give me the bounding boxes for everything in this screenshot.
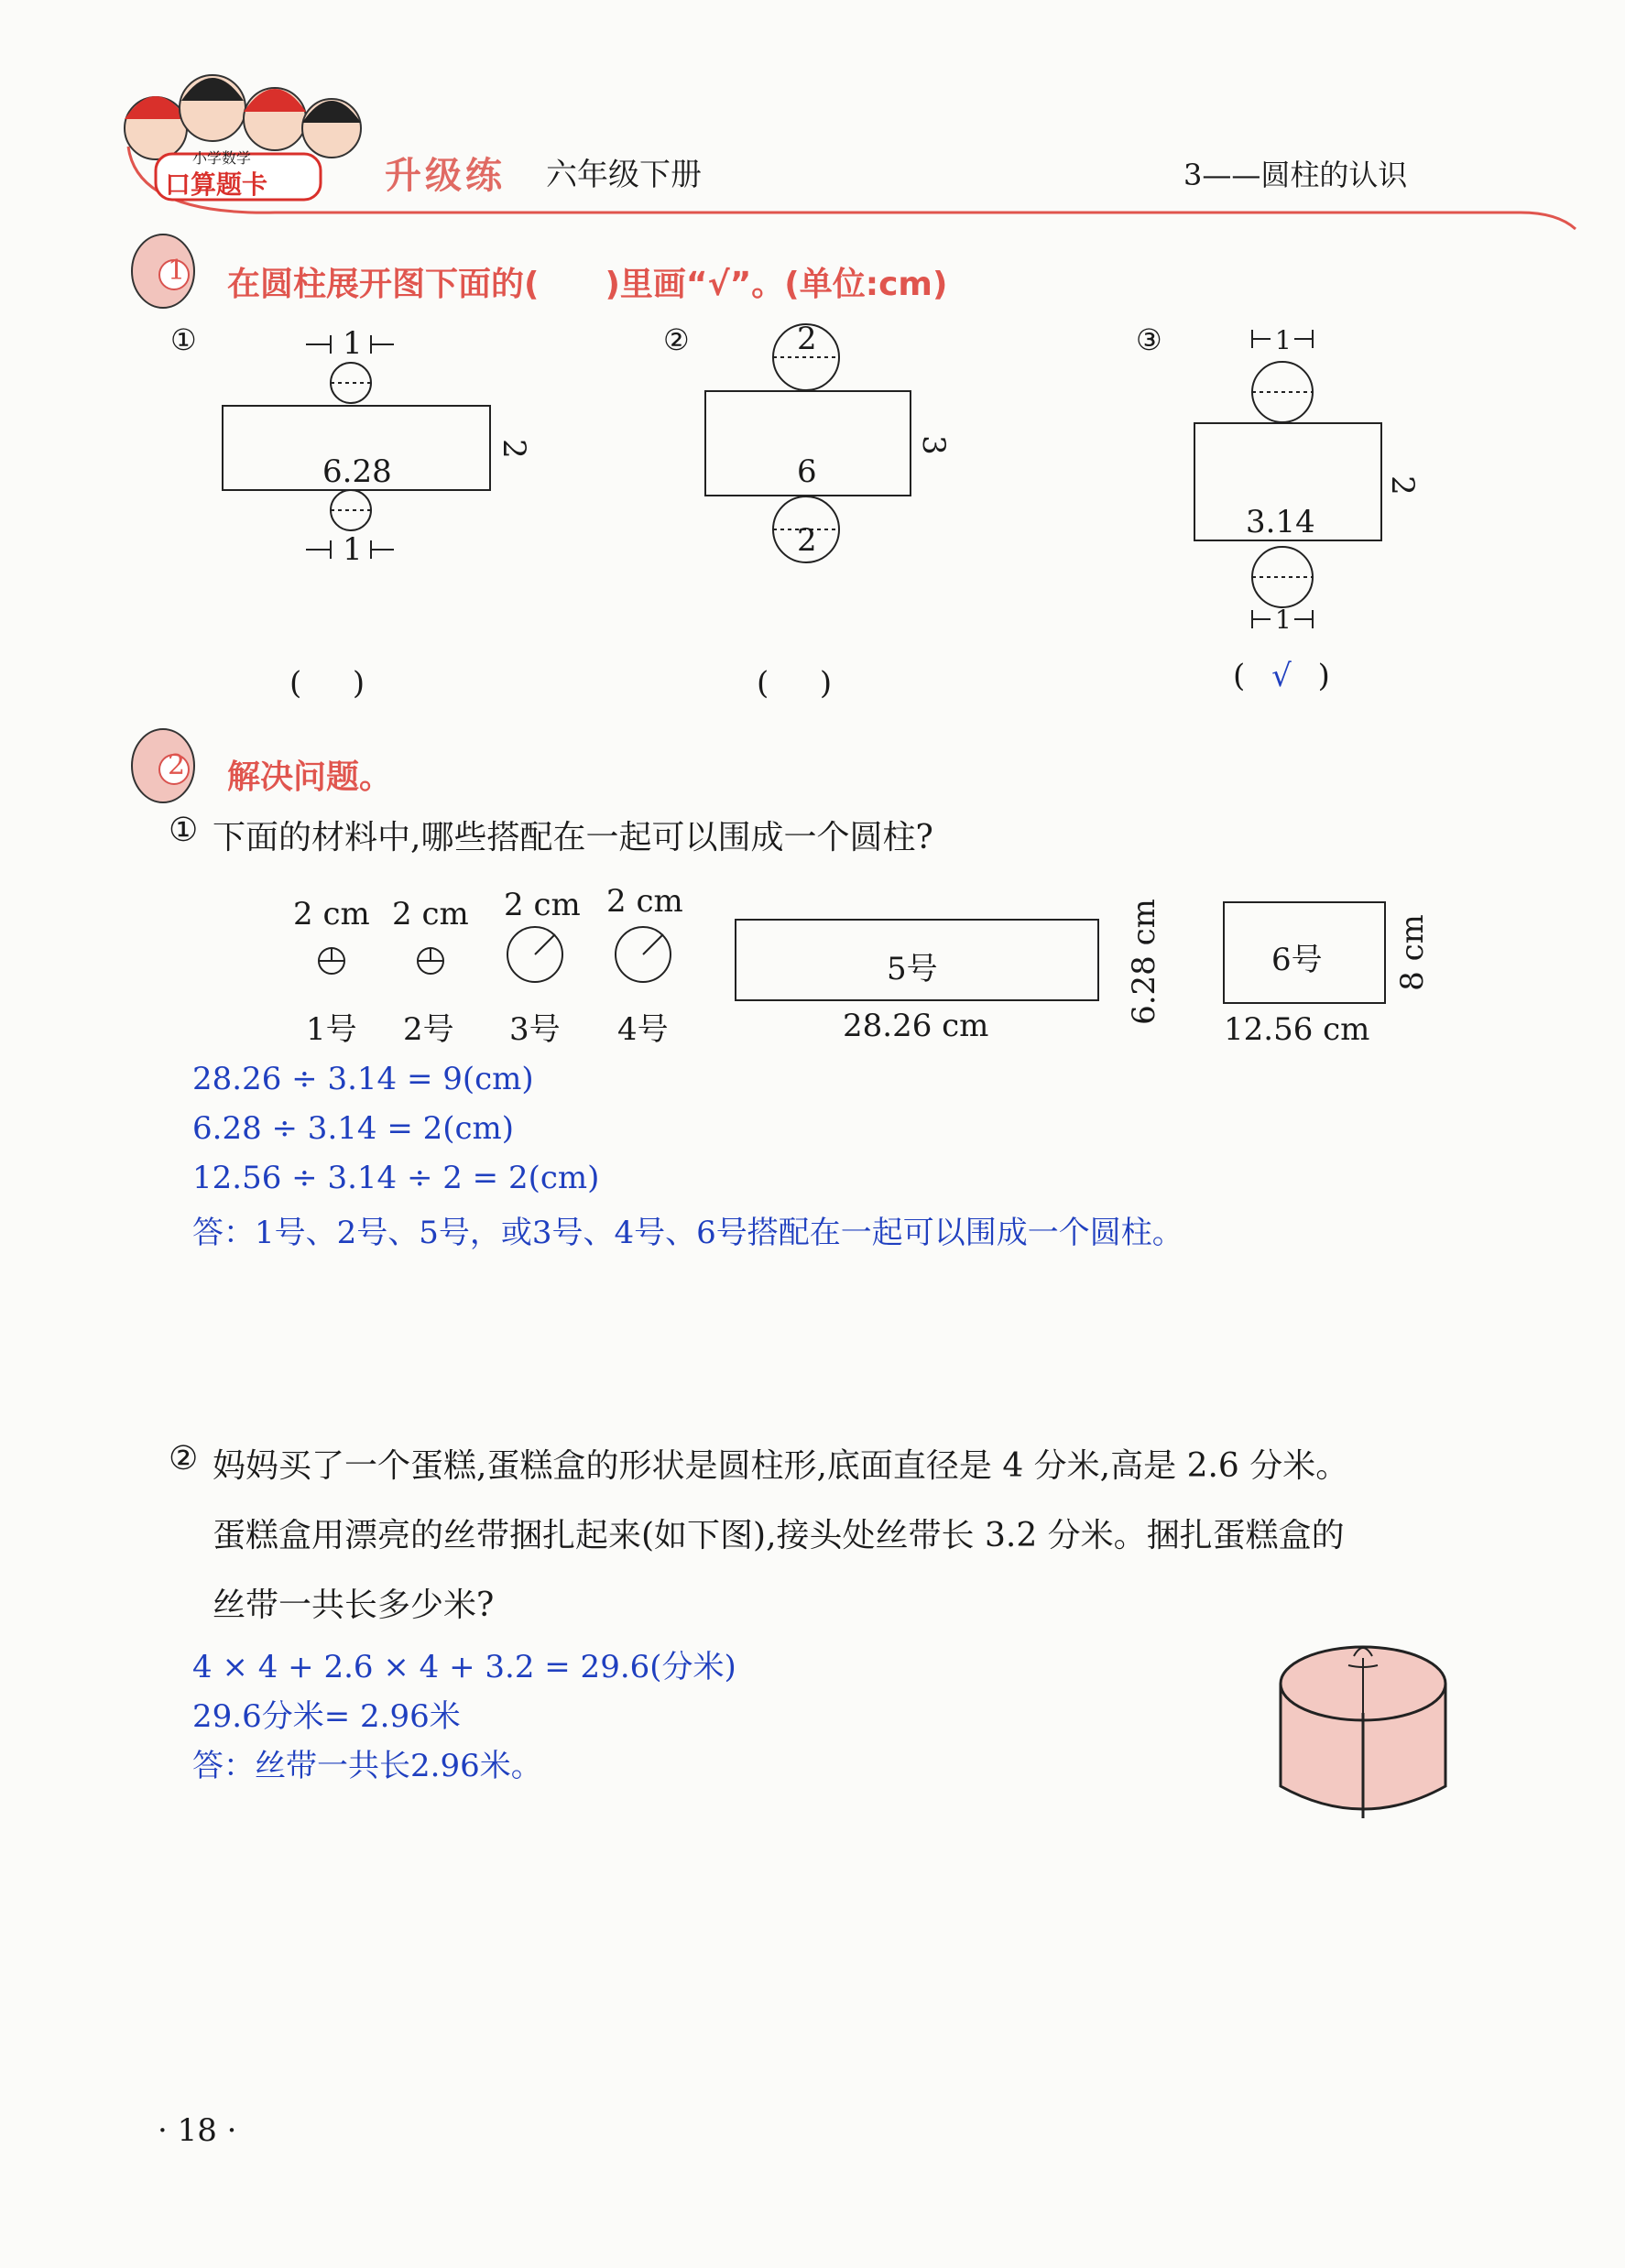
sub2-answer-statement: 答：丝带一共长2.96米。 bbox=[192, 1748, 542, 1784]
figure-3-length: 3.14 bbox=[1246, 504, 1315, 540]
sub2-label: ② bbox=[169, 1440, 199, 1477]
figure-3-answer-box[interactable] bbox=[1233, 658, 1330, 694]
sub2-answer-line-2: 29.6分米= 2.96米 bbox=[192, 1698, 461, 1735]
rect-5-name: 5号 bbox=[887, 951, 938, 987]
logo-title: 口算题卡 bbox=[165, 169, 268, 200]
figure-1-label: ① bbox=[170, 322, 197, 357]
rect-6-width: 12.56 cm bbox=[1224, 1011, 1370, 1048]
figure-2-bottom-diameter: 2 bbox=[797, 522, 817, 559]
sub2-text-line-1: 妈妈买了一个蛋糕,蛋糕盒的形状是圆柱形,底面直径是 4 分米,高是 2.6 分米。 bbox=[213, 1447, 1349, 1485]
question-1-instruction: 在圆柱展开图下面的( )里画“√”。(单位:cm) bbox=[227, 266, 948, 303]
figure-2-label: ② bbox=[663, 322, 690, 357]
question-1-number: 1 bbox=[168, 255, 186, 287]
figure-1-height: 2 bbox=[495, 439, 532, 459]
figure-3-label: ③ bbox=[1136, 322, 1162, 357]
figure-1-answer-box[interactable]: ( ) bbox=[289, 665, 365, 702]
circle-1-measure: 2 cm bbox=[293, 896, 370, 932]
question-2-title: 解决问题。 bbox=[227, 758, 393, 796]
question-2-number: 2 bbox=[168, 749, 186, 781]
figure-3-top-diameter: 1 bbox=[1275, 325, 1292, 355]
rect-5-width: 28.26 cm bbox=[843, 1008, 989, 1044]
book-name: 六年级下册 bbox=[546, 157, 702, 193]
circle-2 bbox=[418, 948, 443, 974]
circle-4-measure: 2 cm bbox=[606, 883, 683, 920]
chapter-title: 3——圆柱的认识 bbox=[1183, 158, 1408, 192]
sub1-answer-line-2: 6.28 ÷ 3.14 = 2(cm) bbox=[192, 1110, 515, 1147]
figure-1-bottom-diameter: 1 bbox=[343, 531, 363, 568]
figure-2-answer-box[interactable]: ( ) bbox=[757, 665, 833, 702]
circle-1-name: 1号 bbox=[306, 1011, 357, 1048]
circle-2-name: 2号 bbox=[403, 1011, 454, 1048]
figure-1-length: 6.28 bbox=[322, 453, 392, 490]
circle-4 bbox=[616, 927, 671, 982]
sub1-label: ① bbox=[169, 812, 199, 849]
figure-2-length: 6 bbox=[797, 453, 817, 490]
sub1-question: 下面的材料中,哪些搭配在一起可以围成一个圆柱? bbox=[213, 819, 933, 856]
circle-3 bbox=[507, 927, 562, 982]
page-number: · 18 · bbox=[158, 2112, 237, 2149]
cake-box-illustration bbox=[1281, 1647, 1445, 1818]
net-figure-3 bbox=[1194, 330, 1381, 628]
circle-3-name: 3号 bbox=[509, 1011, 561, 1048]
figure-2-top-diameter: 2 bbox=[797, 321, 817, 357]
figure-3-bottom-diameter: 1 bbox=[1275, 605, 1292, 635]
circle-4-name: 4号 bbox=[617, 1011, 669, 1048]
sub1-answer-statement: 答：1号、2号、5号，或3号、4号、6号搭配在一起可以围成一个圆柱。 bbox=[192, 1215, 1183, 1251]
circle-3-measure: 2 cm bbox=[504, 887, 581, 923]
figure-1-top-diameter: 1 bbox=[343, 325, 363, 362]
rect-6-height: 8 cm bbox=[1393, 914, 1431, 991]
paren-open: ( bbox=[1233, 658, 1246, 694]
circle-2-measure: 2 cm bbox=[392, 896, 469, 932]
series-name: 升级练 bbox=[385, 154, 506, 197]
sub2-text-line-2: 蛋糕盒用漂亮的丝带捆扎起来(如下图),接头处丝带长 3.2 分米。捆扎蛋糕盒的 bbox=[213, 1517, 1345, 1554]
check-mark: √ bbox=[1271, 658, 1292, 694]
circle-1 bbox=[319, 948, 344, 974]
sub1-answer-line-3: 12.56 ÷ 3.14 ÷ 2 = 2(cm) bbox=[192, 1160, 600, 1196]
logo-small-text: 小学数学 bbox=[192, 149, 252, 167]
sub1-answer-line-1: 28.26 ÷ 3.14 = 9(cm) bbox=[192, 1061, 534, 1097]
figure-3-height: 2 bbox=[1383, 475, 1421, 496]
rect-6-name: 6号 bbox=[1271, 942, 1323, 978]
paren-close: ) bbox=[1317, 658, 1330, 694]
sub2-text-line-3: 丝带一共长多少米? bbox=[213, 1587, 495, 1624]
net-figure-1 bbox=[223, 335, 490, 559]
sub2-answer-line-1: 4 × 4 + 2.6 × 4 + 3.2 = 29.6(分米) bbox=[192, 1649, 736, 1685]
figure-2-height: 3 bbox=[914, 435, 952, 455]
rect-5-height: 6.28 cm bbox=[1125, 899, 1162, 1025]
